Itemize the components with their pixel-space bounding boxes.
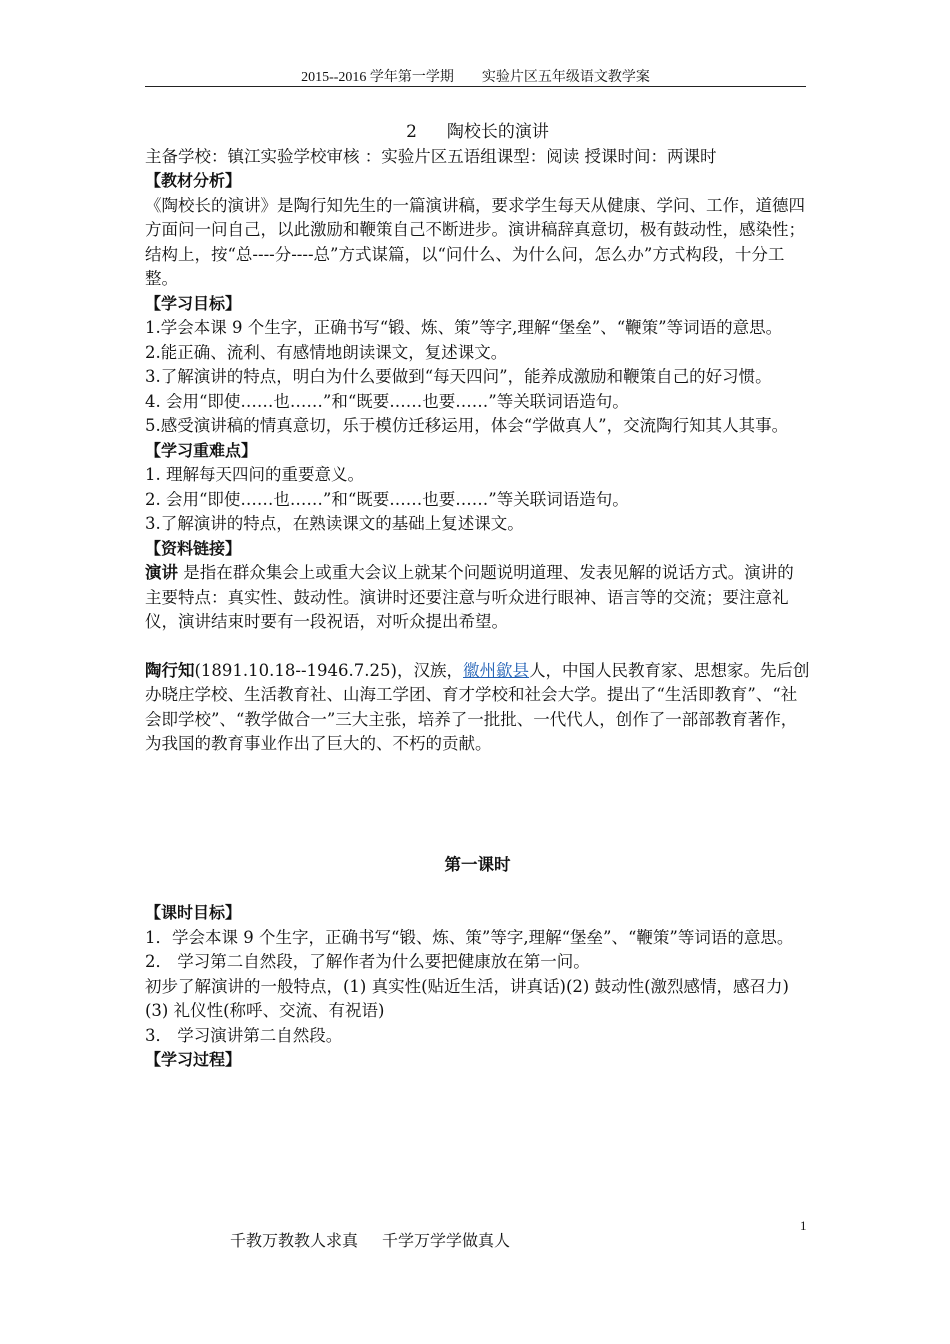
goal-item: 2.能正确、流利、有感情地朗读课文，复述课文。 (145, 342, 508, 362)
section-heading-analysis: 【教材分析】 (145, 171, 242, 190)
footer-motto-right: 千学万学学做真人 (382, 1231, 511, 1250)
meta-line: 主备学校：镇江实验学校审核 ：实验片区五语组课型：阅读 授课时间：两课时 (145, 146, 717, 166)
tao-bio (145, 659, 810, 757)
speech-term: 演讲 (145, 563, 178, 582)
keypoint-item: 3.了解演讲的特点，在熟读课文的基础上复述课文。 (145, 514, 524, 533)
header-doc-title: 实验片区五年级语文教学案 (481, 70, 650, 85)
main-content (145, 120, 810, 1073)
header-rule (145, 86, 806, 87)
goal-item: 4. 会用“即使……也……”和“既要……也要……”等关联词语造句。 (145, 391, 629, 411)
lesson-title: 陶校长的演讲 (446, 122, 549, 142)
goal-item: 1.学会本课 9 个生字，正确书写“锻、炼、策”等字,理解“堡垒”、“鞭策”等词语的意思。 (145, 318, 783, 337)
lesson-heading (145, 120, 810, 145)
lesson-goal-item: 3． 学习演讲第二自然段。 (145, 1025, 343, 1045)
tao-bio-text: 人，中国人民教育家、思想家。先后创办晓庄学校、生活教育社、山海工学团、育才学校和社会大学。提出了“生活即教育”、“社会即学校”、“教学做合一”三大主张，培养了一批批、一代代人，创作了一部部教育著作，为我国的教育事业作出了巨大的、不朽的贡献。 (145, 660, 810, 753)
speech-definition (145, 561, 810, 635)
section-heading-process: 【学习过程】 (145, 1050, 242, 1069)
keypoint-item: 2. 会用“即使……也……”和“既要……也要……”等关联词语造句。 (145, 489, 629, 509)
section-heading-keypoints: 【学习重难点】 (145, 440, 258, 460)
section-heading-lesson-goals: 【课时目标】 (145, 903, 242, 922)
spacer (145, 877, 810, 901)
lesson-note: 初步了解演讲的一般特点，(1) 真实性(贴近生活，讲真话)(2) 鼓动性(激烈感情，感召力) (3) 礼仪性(称呼、交流、有祝语) (145, 976, 789, 1020)
keypoint-item: 1. 理解每天四问的重要意义。 (145, 465, 364, 484)
lesson-goal-number: 1． (145, 927, 172, 947)
lesson-goal-item (145, 926, 810, 951)
hometown-link[interactable]: 徽州歙县 (462, 660, 529, 680)
goal-item: 3.了解演讲的特点，明白为什么要做到“每天四问”，能养成激励和鞭策自己的好习惯。 (145, 367, 772, 386)
tao-name: 陶行知 (145, 660, 195, 680)
page-header (145, 66, 806, 86)
lesson1-title: 第一课时 (444, 854, 511, 874)
spacer (145, 757, 810, 853)
header-term: 2015--2016 学年第一学期 (301, 70, 454, 85)
spacer (145, 635, 810, 659)
page-number: 1 (800, 1218, 807, 1233)
tao-dates: (1891.10.18--1946.7.25)，汉族， (194, 660, 463, 680)
section-heading-links: 【资料链接】 (145, 538, 242, 558)
footer-motto-left: 千教万教教人求真 (230, 1231, 359, 1250)
lesson-goal-item: 2． 学习第二自然段，了解作者为什么要把健康放在第一问。 (145, 952, 590, 971)
section-heading-goals: 【学习目标】 (145, 293, 242, 313)
speech-text: 是指在群众集会上或重大会议上就某个问题说明道理、发表见解的说话方式。演讲的主要特点：真实性、鼓动性。演讲时还要注意与听众进行眼神、语言等的交流；要注意礼仪，演讲结束时要有一段祝语，对听众提出希望。 (145, 563, 794, 631)
lesson-number: 2 (406, 122, 417, 142)
lesson-goal-text: 学会本课 9 个生字，正确书写“锻、炼、策”等字,理解“堡垒”、“鞭策”等词语的意思。 (172, 927, 794, 947)
analysis-text: 《陶校长的演讲》是陶行知先生的一篇演讲稿，要求学生每天从健康、学问、工作，道德四方面问一问自己，以此激励和鞭策自己不断进步。演讲稿辞真意切，极有鼓动性，感染性；结构上，按“总----分----总”方式谋篇，以“问什么、为什么问，怎么办”方式构段，十分工整。 (145, 195, 805, 288)
page-footer (230, 1228, 510, 1251)
goal-item: 5.感受演讲稿的情真意切，乐于模仿迁移运用，体会“学做真人”，交流陶行知其人其事。 (145, 416, 789, 435)
